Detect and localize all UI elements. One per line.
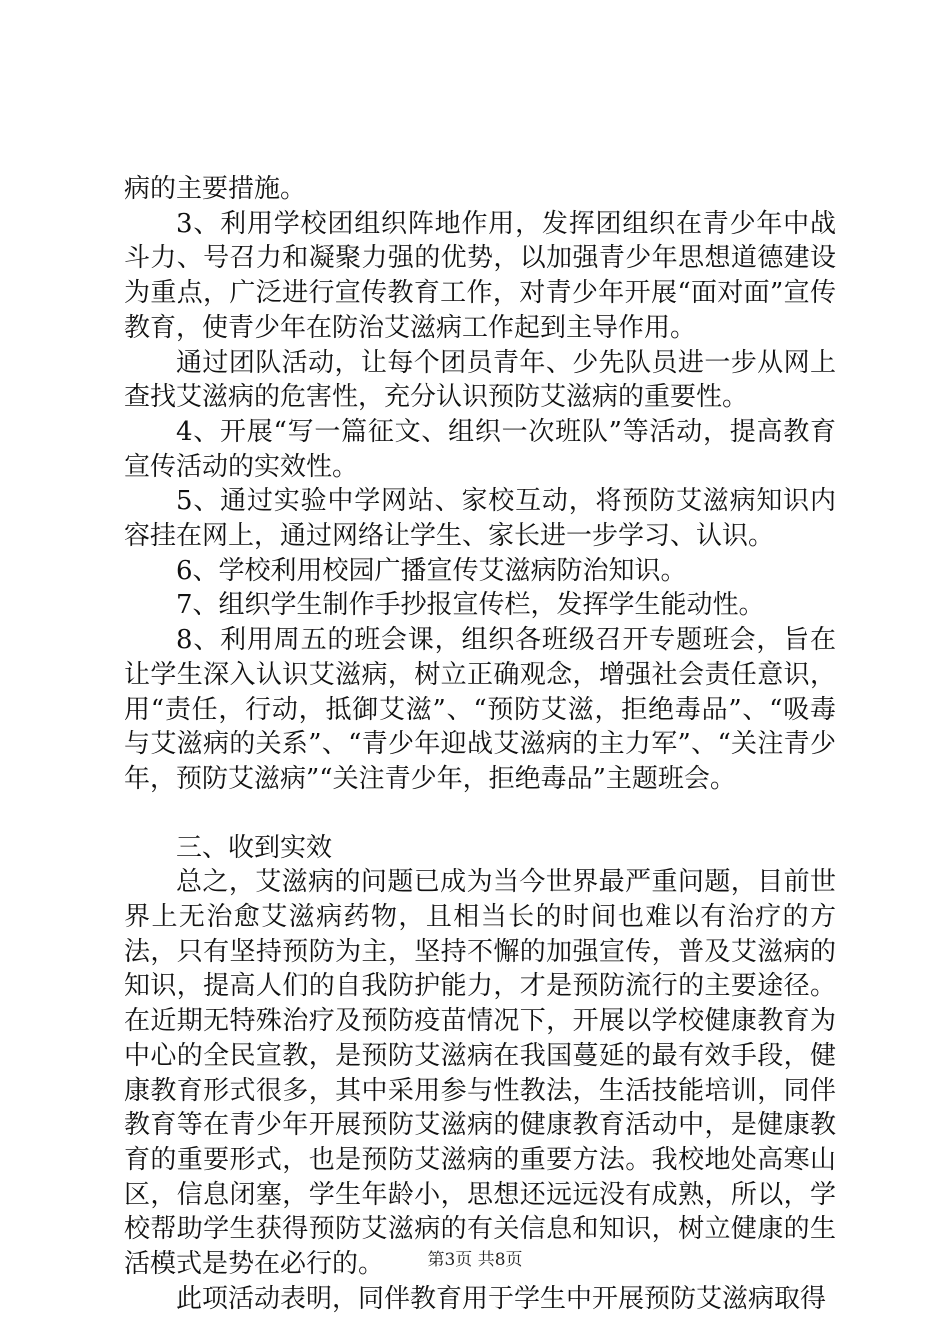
page-indicator: 第3页 共8页 [427,1250,523,1270]
paragraph-item-4: 4、开展“写一篇征文、组织一次班队”等活动，提高教育宣传活动的实效性。 [124,416,836,482]
paragraph-item-5: 5、通过实验中学网站、家校互动，将预防艾滋病知识内容挂在网上，通过网络让学生、家长进一步学习、认识。 [124,486,836,552]
section-heading-results: 三、收到实效 [176,832,333,863]
page-footer [0,1245,950,1270]
paragraph-team-activity: 通过团队活动，让每个团员青年、少先队员进一步从网上查找艾滋病的危害性，充分认识预防艾滋病的重要性。 [124,347,836,413]
paragraph-item-6: 6、学校利用校园广播宣传艾滋病防治知识。 [176,555,687,586]
paragraph-conclusion: 此项活动表明，同伴教育用于学生中开展预防艾滋病取得 [176,1283,827,1314]
paragraph-item-3: 3、利用学校团组织阵地作用，发挥团组织在青少年中战斗力、号召力和凝聚力强的优势，以加强青少年思想道德建设为重点，广泛进行宣传教育工作，对青少年开展“面对面”宣传教育，使青少年在防治艾滋病工作起到主导作用。 [124,208,836,343]
document-body [124,172,836,1317]
paragraph-summary: 总之，艾滋病的问题已成为当今世界最严重问题，目前世界上无治愈艾滋病药物，且相当长的时间也难以有治疗的方法，只有坚持预防为主，坚持不懈的加强宣传，普及艾滋病的知识，提高人们的自我防护能力，才是预防流行的主要途径。在近期无特殊治疗及预防疫苗情况下，开展以学校健康教育为中心的全民宣教，是预防艾滋病在我国蔓延的最有效手段，健康教育形式很多，其中采用参与性教法，生活技能培训，同伴教育等在青少年开展预防艾滋病的健康教育活动中，是健康教育的重要形式，也是预防艾滋病的重要方法。我校地处高寒山区，信息闭塞，学生年龄小，思想还远远没有成熟，所以，学校帮助学生获得预防艾滋病的有关信息和知识，树立健康的生活模式是势在必行的。 [124,867,836,1280]
paragraph-item-8: 8、利用周五的班会课，组织各班级召开专题班会，旨在让学生深入认识艾滋病，树立正确观念，增强社会责任意识，用“责任，行动，抵御艾滋”、“预防艾滋，拒绝毒品”、“吸毒与艾滋病的关系”、“青少年迎战艾滋病的主力军”、“关注青少年，预防艾滋病”“关注青少年，拒绝毒品”主题班会。 [124,625,836,794]
paragraph-item-7: 7、组织学生制作手抄报宣传栏，发挥学生能动性。 [176,590,765,621]
paragraph-continuation: 病的主要措施。 [124,174,307,204]
